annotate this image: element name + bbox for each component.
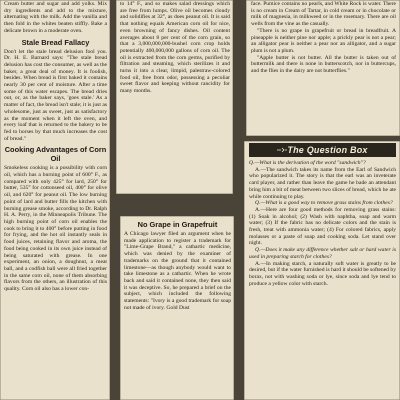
clipping-stale-bread-corn-oil <box>0 0 110 400</box>
question-box-banner <box>249 143 396 157</box>
corn-oil-continued-paragraph: to 14° F., and so makes salad dressings which are free from lumps. Olive oil becomes cloudy and solidifies at 32°, as does peanut oil. It is said that nothing equals American corn oil for nice, even browning of fancy dishes. Oil content averages about 8 per cent of the corn grain, so that a 3,000,000,000-bushel corn crop holds potentially 400,000,000 gallons of corn oil. The oil is extracted from the corn germs, purified by filtration and steaming, which sterilizes it and turns it into a clear, limpid, palestraw-colored food oil, free from odor, possessing a peculiar sweet flavor and keeping without rancidity for many months. <box>120 1 230 95</box>
cake-recipe-tail: Cream butter and sugar and add yolks. Mix dry ingredients and add to the mixture, alternating with the milk. Add the vanilla and then fold in the whites beaten stiffly. Bake a delicate brown in a moderate oven. <box>4 1 107 34</box>
qa-item <box>249 207 396 247</box>
stale-bread-paragraph: Don't let the stale bread delusion fool you. Dr. H. E. Barnard says: "The stale bread delusion has cost the consumer, as well as the baker, a great deal of money. It is foolish, besides. When bread is first baked it contains nearly 30 per cent of moisture. After a time some of this water escapes. The bread dries out, or, as the baker says, 'goes stale.' As a matter of fact, the bread isn't stale; it is just as wholesome, just as sweet, just as satisfactory as the moment when it left the oven, and every loaf that is returned to the bakery to be fed to horses by that much increases the cost of bread." <box>4 48 107 142</box>
qa-text: —In making starch, a naturally soft water is greatly to be desired, but if the water furnished is hard it should be softened by borax, not with washing soda or lye, since soda and lye tend to produce a yellow color with starch. <box>249 260 396 287</box>
qa-item <box>249 200 396 207</box>
ornament-icon <box>277 147 287 153</box>
qa-text: —What is a good way to remove grass stains from clothes? <box>260 200 393 207</box>
qa-label: Q. <box>249 160 255 166</box>
clipping-trademark-continued <box>246 0 400 136</box>
trademark-paragraph-1: face. Pumice contains no pearls, and White Rock is water. There is no cream in Cream of Tartar, in cold cream or in chocolate or milk of magnesia, in milkweed or in the rosemary. There are oil wells from the vine as the casually. <box>251 1 396 28</box>
qa-text: —Here are four good methods for removing grass stains: (1) Soak in alcohol; (2) Wash with naphtha, soap and warm water; (3) If the fabric has no delicate colors and the stain is fresh, treat with ammonia water; (4) For colored fabrics, apply molasses or a paste of soap and cooking soda. Let stand over night. <box>249 206 396 247</box>
clipping-grapefruit <box>120 216 234 400</box>
trademark-paragraph-2: "There is no grape in grapefruit or bread in breadfruit. A pineapple is neither pine nor apple; a prickly pear is not a pear; an alligator pear is neither a pear nor an alligator, and a sugar plum is not a plum. <box>251 27 396 54</box>
corn-oil-paragraph: Smokeless cooking is a possibility with corn oil, which has a burning point of 600° F., as compared with only 425° for lard, 250° for butter, 535° for cottonseed oil, 400° for olive oil, and 620° for peanut oil. The low burning point of lard and butter fills the kitchen with burning grease smoke, according to Dr. Ralph H. A. Perry, in the Minneapolis Tribune. The high burning point of corn oil enables the cook to bring it to 400° before putting in food for frying, and the hot oil instantly seals in food juices, retaining flavor and aroma, the food being cooked in its own juice instead of being saturated with grease. In one experiment, an onion, a doughnut, a meat ball, and a codfish ball were all fried together in the same corn oil, none of them absorbing flavors from the others, an illustration of this quality. Corn oil also has a lower con- <box>4 165 107 293</box>
clipping-question-box <box>244 141 400 400</box>
qa-item <box>249 167 396 201</box>
trademark-paragraph-3: "Apple butter is not butter. All the butter is taken out of buttermilk and there is none in butterscotch, nor in buttercups, and the flies in the dairy are not butterflies." <box>251 54 396 75</box>
qa-label: A. <box>255 166 261 173</box>
clipping-corn-oil-continued <box>116 0 233 194</box>
qa-item <box>249 247 396 260</box>
qa-label: Q. <box>255 247 261 254</box>
heading-grapefruit: No Grape in Grapefruit <box>137 220 218 229</box>
heading-stale-bread: Stale Bread Fallacy <box>21 37 90 47</box>
qa-text: —Does it make any difference whether salt or hard water is used in preparing starch for clothes? <box>249 247 396 260</box>
qa-item <box>249 261 396 288</box>
qa-item <box>249 160 396 167</box>
qa-text: —What is the derivation of the word "sandwich"? <box>254 160 366 166</box>
grapefruit-paragraph: A Chicago lawyer filed an argument when he made application to register a trademark for "Lime-Grape Brand," a cathartic medicine, which was denied by the examiner of trademarks on the ground that it contained limestone—as though anybody would want to take limestone as a cathartic. When he wrote back and said it contained none, they then said it was deceptive. So, he prepared a brief on the subject, which included the following statements: "Ivory is a good trademark for soap not made of ivory. Gold Dust <box>124 231 231 311</box>
heading-corn-oil: Cooking Advantages of Corn Oil <box>4 145 107 164</box>
qa-text: —The sandwich takes its name from the Earl of Sandwich who popularized it. The story is that the earl was an inveterate card player, and rather than leave the game he bade an attendant bring him a bit of meat between two slices of bread, which he ate while continuing to play. <box>249 166 396 200</box>
qa-label: A. <box>255 260 261 267</box>
question-box-title: The Question Box <box>287 144 368 155</box>
qa-label: Q. <box>255 200 261 207</box>
qa-label: A. <box>255 206 261 213</box>
